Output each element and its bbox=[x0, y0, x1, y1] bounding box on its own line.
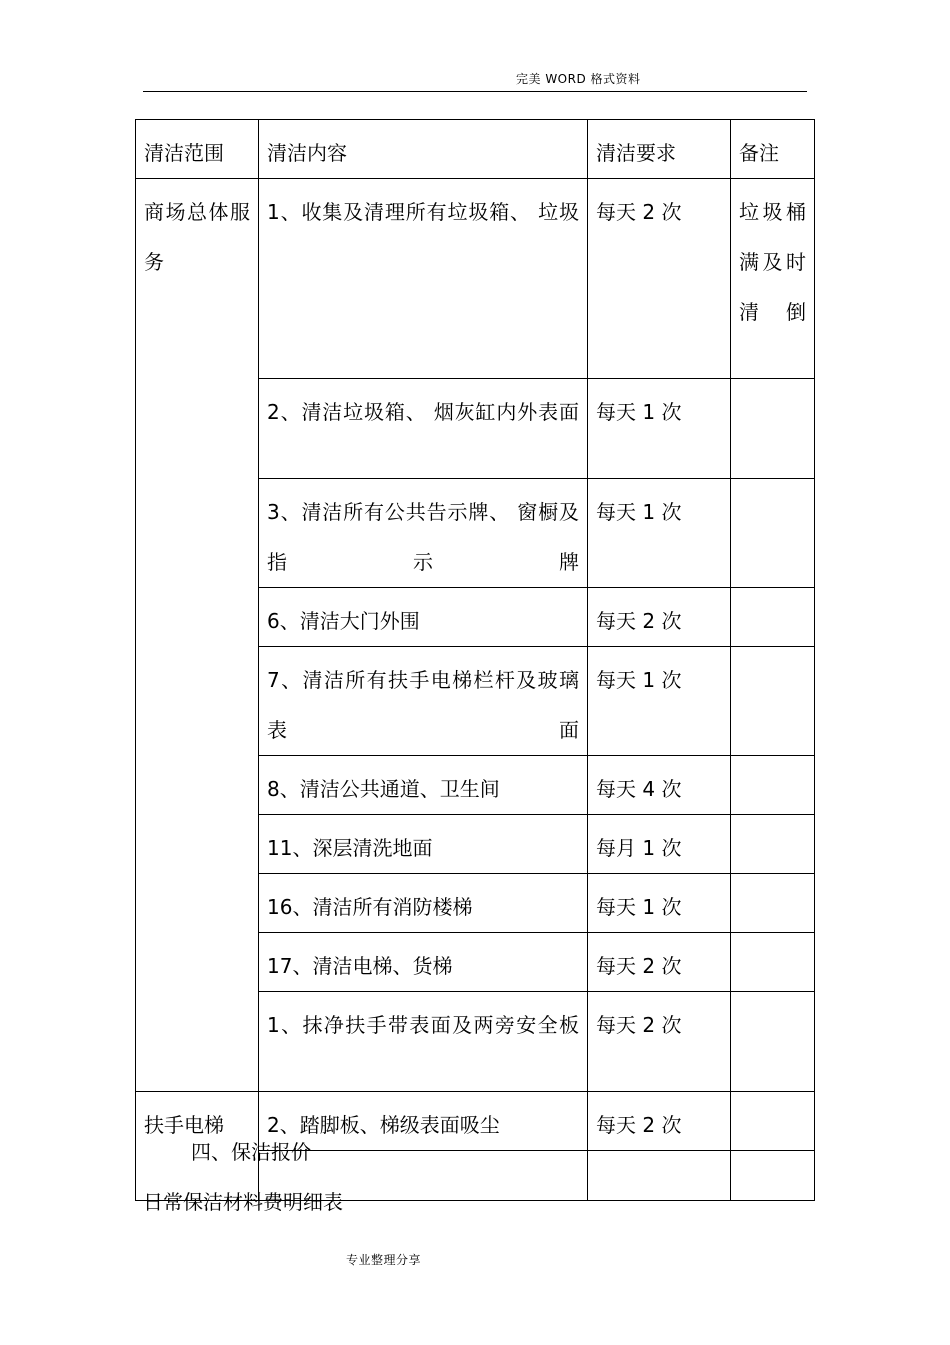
content-cell: 2、踏脚板、梯级表面吸尘 bbox=[259, 1092, 588, 1151]
note-cell bbox=[731, 756, 815, 815]
scope-cell-escalator: 扶手电梯 bbox=[136, 1092, 259, 1201]
header-rule bbox=[143, 91, 807, 92]
requirement-cell: 每天 2 次 bbox=[588, 179, 731, 379]
header-cell-note: 备注 bbox=[731, 120, 815, 179]
note-cell bbox=[731, 647, 815, 756]
header-cell-scope: 清洁范围 bbox=[136, 120, 259, 179]
note-cell bbox=[731, 479, 815, 588]
requirement-cell: 每天 2 次 bbox=[588, 1092, 731, 1151]
note-cell bbox=[731, 815, 815, 874]
requirement-cell: 每天 2 次 bbox=[588, 933, 731, 992]
requirement-cell: 每天 1 次 bbox=[588, 479, 731, 588]
page-footer: 专业整理分享 bbox=[346, 1253, 422, 1267]
note-cell bbox=[731, 1092, 815, 1151]
note-cell bbox=[731, 379, 815, 479]
note-cell bbox=[731, 588, 815, 647]
requirement-cell: 每天 2 次 bbox=[588, 992, 731, 1092]
cleaning-table bbox=[135, 119, 815, 1201]
requirement-cell: 每天 2 次 bbox=[588, 588, 731, 647]
sub-title: 日常保洁材料费明细表 bbox=[143, 1190, 343, 1214]
content-cell: 17、清洁电梯、货梯 bbox=[259, 933, 588, 992]
requirement-cell: 每天 1 次 bbox=[588, 647, 731, 756]
content-cell: 7、清洁所有扶手电梯栏杆及玻璃表面 bbox=[259, 647, 588, 756]
note-cell: 垃圾桶满及时清倒 bbox=[731, 179, 815, 379]
note-cell bbox=[731, 1151, 815, 1201]
section-title: 四、保洁报价 bbox=[191, 1140, 311, 1164]
content-cell: 3、清洁所有公共告示牌、 窗橱及指示牌 bbox=[259, 479, 588, 588]
requirement-cell: 每天 1 次 bbox=[588, 379, 731, 479]
note-cell bbox=[731, 933, 815, 992]
table-row bbox=[136, 179, 815, 379]
content-cell: 1、收集及清理所有垃圾箱、 垃圾 bbox=[259, 179, 588, 379]
table-header-row bbox=[136, 120, 815, 179]
header-cell-content: 清洁内容 bbox=[259, 120, 588, 179]
content-cell: 8、清洁公共通道、卫生间 bbox=[259, 756, 588, 815]
requirement-cell: 每天 4 次 bbox=[588, 756, 731, 815]
note-cell bbox=[731, 874, 815, 933]
note-cell bbox=[731, 992, 815, 1092]
content-cell: 2、清洁垃圾箱、 烟灰缸内外表面 bbox=[259, 379, 588, 479]
requirement-cell bbox=[588, 1151, 731, 1201]
page-header: 完美 WORD 格式资料 bbox=[516, 72, 641, 86]
requirement-cell: 每天 1 次 bbox=[588, 874, 731, 933]
content-cell: 16、清洁所有消防楼梯 bbox=[259, 874, 588, 933]
content-cell: 1、抹净扶手带表面及两旁安全板 bbox=[259, 992, 588, 1092]
header-cell-requirement: 清洁要求 bbox=[588, 120, 731, 179]
scope-cell-mall: 商场总体服务 bbox=[136, 179, 259, 1092]
content-cell: 11、深层清洗地面 bbox=[259, 815, 588, 874]
content-cell: 6、清洁大门外围 bbox=[259, 588, 588, 647]
requirement-cell: 每月 1 次 bbox=[588, 815, 731, 874]
